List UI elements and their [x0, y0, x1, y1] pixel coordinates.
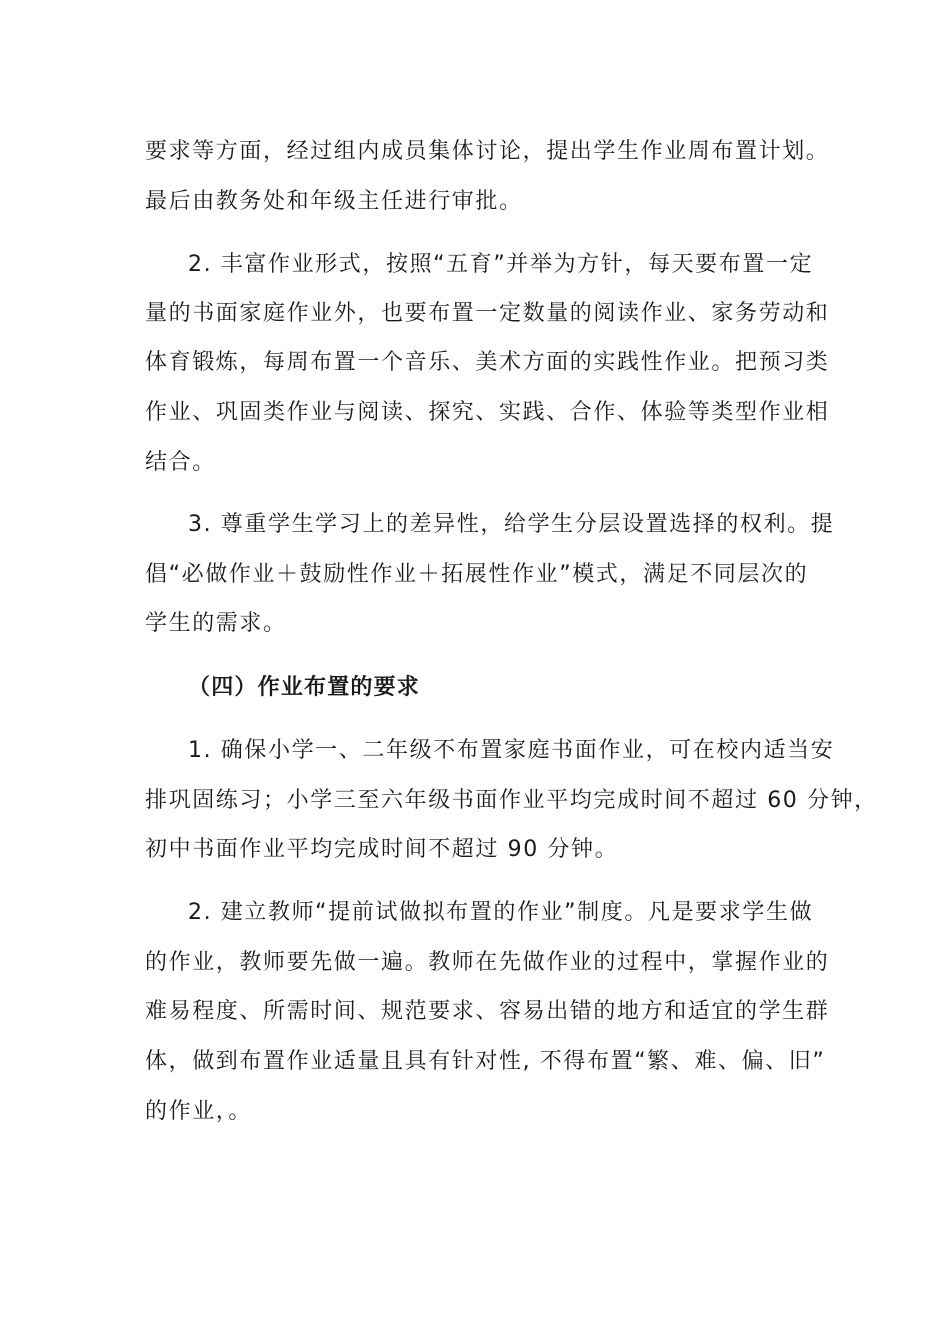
paragraph-line: 体育锻炼，每周布置一个音乐、美术方面的实践性作业。把预习类 [145, 350, 830, 375]
paragraph-line: 倡“必做作业＋鼓励性作业＋拓展性作业”模式，满足不同层次的 [145, 562, 809, 587]
section-heading: （四）作业布置的要求 [188, 675, 421, 700]
paragraph-line: 难易程度、所需时间、规范要求、容易出错的地方和适宜的学生群 [145, 999, 830, 1024]
paragraph-line: 2. 丰富作业形式，按照“五育”并举为方针，每天要布置一定 [188, 252, 814, 277]
paragraph-line: 结合。 [145, 450, 216, 475]
paragraph-line: 最后由教务处和年级主任进行审批。 [145, 189, 523, 214]
paragraph-line: 体，做到布置作业适量且具有针对性, 不得布置“繁、难、偏、旧” [145, 1049, 826, 1074]
paragraph-line: 1. 确保小学一、二年级不布置家庭书面作业，可在校内适当安 [188, 738, 835, 763]
paragraph-line: 量的书面家庭作业外，也要布置一定数量的阅读作业、家务劳动和 [145, 301, 830, 326]
paragraph-line: 的作业，。 [145, 1099, 253, 1124]
paragraph-line: 要求等方面，经过组内成员集体讨论，提出学生作业周布置计划。 [145, 139, 830, 164]
paragraph-line: 学生的需求。 [145, 611, 287, 636]
paragraph-line: 3. 尊重学生学习上的差异性，给学生分层设置选择的权利。提 [188, 512, 835, 537]
paragraph-line: 初中书面作业平均完成时间不超过 90 分钟。 [145, 837, 619, 862]
paragraph-line: 的作业，教师要先做一遍。教师在先做作业的过程中，掌握作业的 [145, 950, 830, 975]
paragraph-line: 排巩固练习；小学三至六年级书面作业平均完成时间不超过 60 分钟， [145, 788, 878, 813]
paragraph-line: 2. 建立教师“提前试做拟布置的作业”制度。凡是要求学生做 [188, 900, 814, 925]
paragraph-line: 作业、巩固类作业与阅读、探究、实践、合作、体验等类型作业相 [145, 400, 830, 425]
